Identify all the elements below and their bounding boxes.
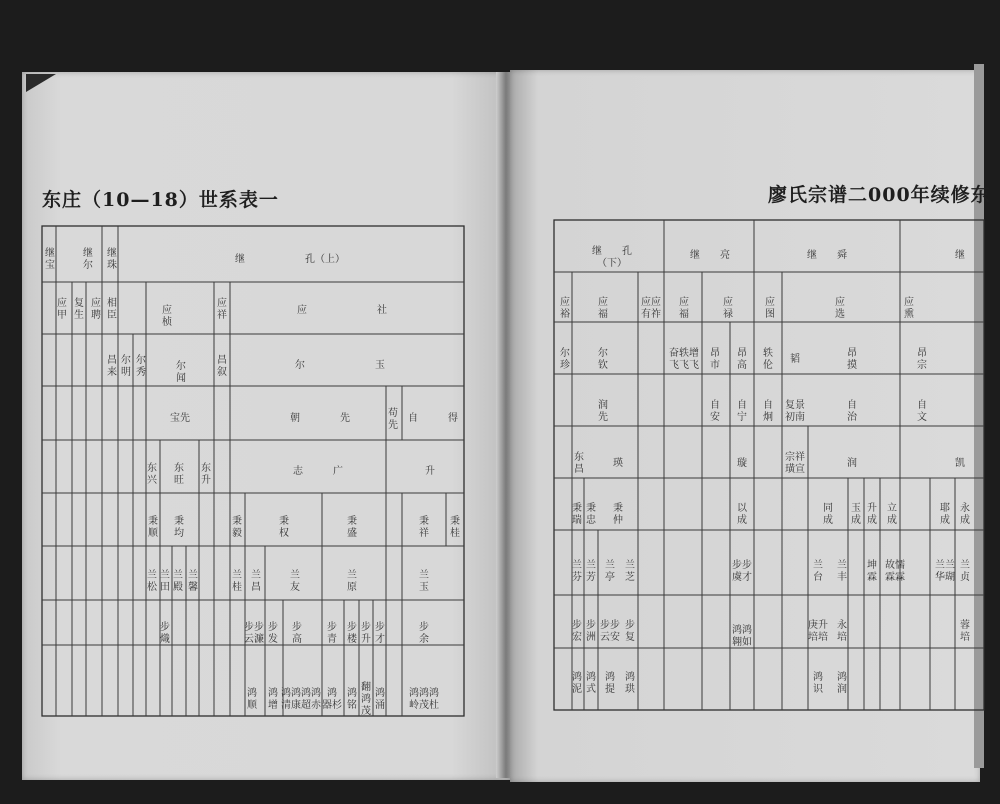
right-page-cell: 继 亮 xyxy=(690,250,730,261)
right-page-cell: 继 xyxy=(955,250,965,261)
left-page-cell: 兰 馨 xyxy=(188,570,198,593)
left-page-cell: 兰 玉 xyxy=(419,570,429,593)
right-page-cell: 永 培 xyxy=(837,620,847,643)
right-page-cell: 继 舜 xyxy=(807,250,847,261)
right-page-cell: 璇 xyxy=(737,458,747,469)
right-page-cell: 凯 xyxy=(955,458,965,469)
left-page-cell: 尔 闻 xyxy=(176,361,186,384)
right-page-cell: 润 xyxy=(847,458,857,469)
right-page-cell: 兰 亭 xyxy=(605,560,615,583)
right-page-cell: 应 图 xyxy=(765,297,775,320)
right-page-cell: 应 禄 xyxy=(723,297,733,320)
right-page-cell: 故懦 霖霖 xyxy=(885,560,905,583)
left-page-cell: 兰 昌 xyxy=(251,570,261,593)
left-page-cell: 朝 先 xyxy=(290,413,350,424)
right-page-cell: 应 裕 xyxy=(560,297,570,320)
right-page-cell: 兰兰 华瑚 xyxy=(935,560,955,583)
right-page-cell: 升 成 xyxy=(867,503,877,526)
right-page-cell: 宗祥 璜宣 xyxy=(785,452,805,475)
right-page-cell: 应 熏 xyxy=(904,297,914,320)
left-page-cell: 继 珠 xyxy=(107,248,117,271)
right-page-cell: 蓉 培 xyxy=(960,620,970,643)
left-page-cell: 秉 顺 xyxy=(148,516,158,539)
right-page-cell: 步 洲 xyxy=(586,620,596,643)
left-page-cell: 应 祥 xyxy=(217,298,227,321)
left-page-cell: 尔 秀 xyxy=(136,355,146,378)
right-page-cell: 昂 高 xyxy=(737,348,747,371)
right-page-cell: 秉 瑞 xyxy=(572,503,582,526)
right-page-cell: 鸿鸿 翱如 xyxy=(732,625,752,648)
right-page-cell: 鸿 识 xyxy=(813,672,823,695)
right-page-cell: 自 文 xyxy=(917,400,927,423)
left-page-cell: 宝先 xyxy=(170,413,190,424)
left-page-cell: 继 孔（上） xyxy=(235,254,345,265)
right-page-cell: 自 炯 xyxy=(763,400,773,423)
left-page-cell: 相 臣 xyxy=(107,298,117,321)
right-page-cell: 玉 成 xyxy=(851,503,861,526)
left-page-cell: 步 高 xyxy=(292,622,302,645)
left-page-cell: 步 楼 xyxy=(347,622,357,645)
left-page-cell: 应 聘 xyxy=(91,298,101,321)
left-page-cell: 翻 鸿 茂 xyxy=(361,682,371,717)
right-page-cell: 步步 虞才 xyxy=(732,560,752,583)
right-page-cell: 昂 市 xyxy=(710,348,720,371)
right-page-cell: 立 成 xyxy=(887,503,897,526)
right-page-cell: 同 成 xyxy=(823,503,833,526)
left-page-cell: 兰 松 xyxy=(147,570,157,593)
left-page-cell: 东 升 xyxy=(201,463,211,486)
left-page-cell: 兰 桂 xyxy=(232,570,242,593)
right-page-cell: 自 安 xyxy=(710,400,720,423)
right-page-cell: 鸿 提 xyxy=(605,672,615,695)
left-page-cell: 秉 盛 xyxy=(347,516,357,539)
right-page-cell: 尔 钦 xyxy=(598,348,608,371)
left-page-cell: 步步 云濂 xyxy=(244,622,264,645)
left-page-cell: 昌 来 xyxy=(107,355,117,378)
right-page-cell: 兰 台 xyxy=(813,560,823,583)
left-page-cell: 升 xyxy=(425,466,435,477)
right-page-cell: 复景 初南 xyxy=(785,400,805,423)
right-page-cell: 秉 仲 xyxy=(613,503,623,526)
right-page-cell: 奋轶增 飞飞飞 xyxy=(669,348,699,371)
right-page-cell: 润 先 xyxy=(598,400,608,423)
left-page-cell: 秉 权 xyxy=(279,516,289,539)
right-page-cell: 东 昌 xyxy=(574,452,584,475)
right-page-cell: 韬 xyxy=(790,354,800,365)
left-page-cell: 复 生 xyxy=(74,298,84,321)
left-page-cell: 继 宝 xyxy=(45,248,55,271)
right-page-cell: 耶 成 xyxy=(940,503,950,526)
left-page-cell: 志 广 xyxy=(293,466,343,477)
left-page-cell: 秉 均 xyxy=(174,516,184,539)
right-page-cell: 应应 有祚 xyxy=(641,297,661,320)
right-page-cell: 自 宁 xyxy=(737,400,747,423)
left-page-title: 东庄（10—18）世系表一 xyxy=(42,189,279,211)
left-page-cell: 昌 叙 xyxy=(217,355,227,378)
right-page-cell: 永 成 xyxy=(960,503,970,526)
right-page-cell: 瑛 xyxy=(613,458,623,469)
right-page-cell: 自 治 xyxy=(847,400,857,423)
left-page-cell: 兰 原 xyxy=(347,570,357,593)
left-page-cell: 苟 先 xyxy=(388,408,398,431)
left-page-cell: 应 甲 xyxy=(57,298,67,321)
right-page-cell: 兰 芬 xyxy=(572,560,582,583)
right-page-cell: 继 孔 （下） xyxy=(592,246,632,269)
left-page-cell: 鸿鸿鸿鸿 清康超赤 xyxy=(281,688,321,711)
right-page-cell: 鸿 式 xyxy=(586,672,596,695)
left-page-cell: 鸿 器杉 xyxy=(322,688,342,711)
right-page-cell: 轶 伦 xyxy=(763,348,773,371)
left-page-cell: 秉 祥 xyxy=(419,516,429,539)
left-page-cell: 应 社 xyxy=(297,305,387,316)
right-page-cell: 兰 芝 xyxy=(625,560,635,583)
right-page-cell: 鸿 珙 xyxy=(625,672,635,695)
left-page-cell: 东 兴 xyxy=(147,463,157,486)
left-page-cell: 兰 殿 xyxy=(173,570,183,593)
left-page-cell: 尔 玉 xyxy=(295,360,385,371)
right-page-cell: 应 福 xyxy=(679,297,689,320)
left-page-cell: 鸿 铭 xyxy=(347,688,357,711)
left-page-cell: 步 青 xyxy=(327,622,337,645)
left-page-cell: 秉 桂 xyxy=(450,516,460,539)
right-page-cell: 应 选 xyxy=(835,297,845,320)
left-page-cell: 步 才 xyxy=(375,622,385,645)
right-page-cell: 步步 云安 xyxy=(600,620,620,643)
right-page-cell: 应 福 xyxy=(598,297,608,320)
left-page-cell: 鸿鸿鸿 岭茂杜 xyxy=(409,688,439,711)
right-page-cell: 庚升 培培 xyxy=(808,620,828,643)
left-page-cell: 东 旺 xyxy=(174,463,184,486)
left-page-cell: 秉 毅 xyxy=(232,516,242,539)
left-page-cell: 尔 明 xyxy=(121,355,131,378)
right-page-cell: 昂 摸 xyxy=(847,348,857,371)
right-page-cell: 鸿 泥 xyxy=(572,672,582,695)
right-page-cell: 昂 宗 xyxy=(917,348,927,371)
left-page-cell: 步 余 xyxy=(419,622,429,645)
left-page-cell: 兰 友 xyxy=(290,570,300,593)
left-page-cell: 自 得 xyxy=(408,413,458,424)
left-page-cell: 步 升 xyxy=(361,622,371,645)
left-page-cell: 鸿 顺 xyxy=(247,688,257,711)
right-page-cell: 兰 贞 xyxy=(960,560,970,583)
right-page-cell: 尔 珍 xyxy=(560,348,570,371)
right-page-cell: 鸿 润 xyxy=(837,672,847,695)
left-page-cell: 鸿 增 xyxy=(268,688,278,711)
left-page-cell: 鸿 涌 xyxy=(375,688,385,711)
right-page-cell: 坤 霖 xyxy=(867,560,877,583)
left-page-cell: 继 尔 xyxy=(83,248,93,271)
left-page-cell: 应 桢 xyxy=(162,305,172,328)
right-page-cell: 兰 芳 xyxy=(586,560,596,583)
left-page-cell: 步 熾 xyxy=(160,622,170,645)
right-page-cell: 兰 丰 xyxy=(837,560,847,583)
left-page-cell: 步 发 xyxy=(268,622,278,645)
right-page-cell: 步 宏 xyxy=(572,620,582,643)
right-page-cell: 以 成 xyxy=(737,503,747,526)
right-page-cell: 秉 忠 xyxy=(586,503,596,526)
left-page-cell: 兰 田 xyxy=(160,570,170,593)
right-page-cell: 步 复 xyxy=(625,620,635,643)
right-page-title: 廖氏宗谱二000年续修东 xyxy=(768,184,991,206)
